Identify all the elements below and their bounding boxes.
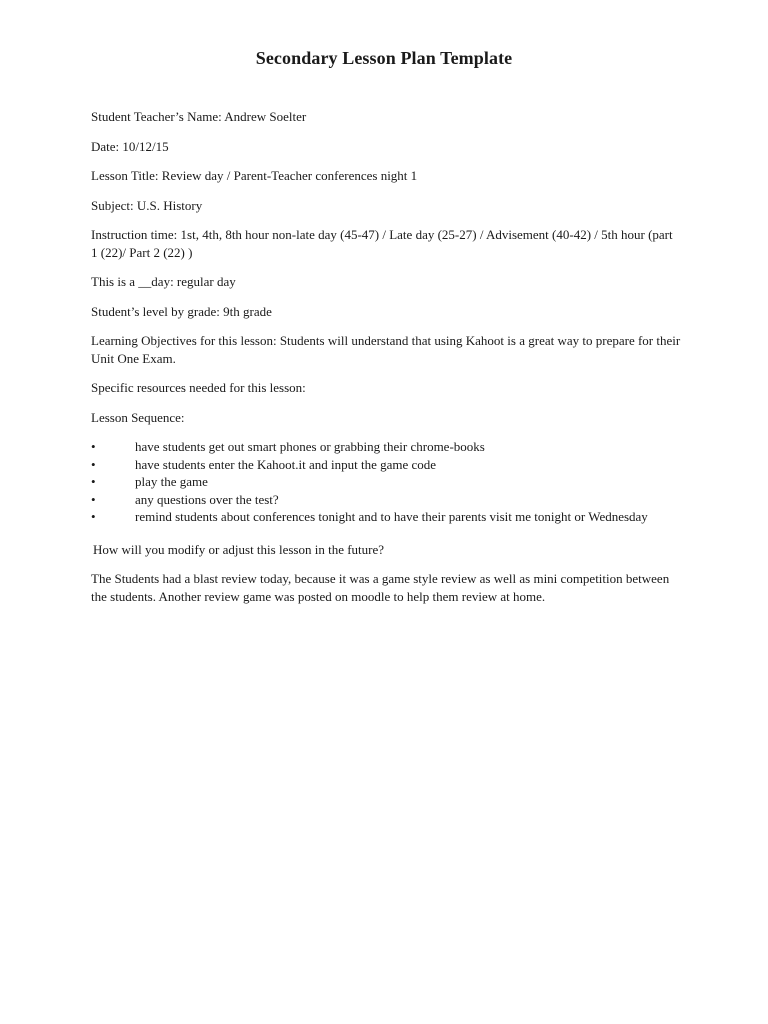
lesson-date: Date: 10/12/15 (91, 138, 169, 154)
bullet-icon: • (91, 474, 96, 489)
list-item (91, 473, 681, 491)
list-item-text: remind students about conferences tonight and to have their parents visit me tonight or Wednesday (135, 509, 648, 524)
lesson-sequence-label: Lesson Sequence: (91, 409, 185, 425)
student-teacher-name: Student Teacher’s Name: Andrew Soelter (91, 109, 307, 124)
list-item-text: have students enter the Kahoot.it and input the game code (135, 456, 437, 472)
bullet-icon: • (91, 439, 96, 454)
document-title: Secondary Lesson Plan Template (255, 48, 513, 68)
day-type: This is a __day: regular day (91, 274, 236, 289)
bullet-icon: • (91, 491, 96, 507)
list-item-text: have students get out smart phones or grabbing their chrome-books (135, 439, 485, 454)
lesson-sequence-list (91, 438, 681, 526)
list-item (91, 491, 681, 509)
list-item-text: play the game (135, 474, 208, 489)
grade-level: Student’s level by grade: 9th grade (91, 303, 272, 319)
lesson-subject: Subject: U.S. History (91, 197, 203, 213)
bullet-icon: • (91, 456, 96, 472)
reflection-question: How will you modify or adjust this lesson in the future? (93, 541, 385, 557)
list-item-text: any questions over the test? (135, 491, 279, 507)
lesson-plan-body (91, 108, 681, 617)
learning-objectives: Learning Objectives for this lesson: Students will understand that using Kahoot is a great way to prepare for their Unit One Exam. (91, 333, 681, 366)
bullet-icon: • (91, 509, 96, 524)
list-item (91, 438, 681, 456)
list-item (91, 456, 681, 474)
list-item (91, 508, 681, 526)
specific-resources: Specific resources needed for this lesson: (91, 380, 306, 395)
lesson-title: Lesson Title: Review day / Parent-Teacher conferences night 1 (91, 168, 418, 183)
reflection-answer: The Students had a blast review today, because it was a game style review as well as mini competition between the students. Another review game was posted on moodle to help them review at home. (91, 571, 670, 604)
instruction-time: Instruction time: 1st, 4th, 8th hour non-late day (45-47) / Late day (25-27) / Advisement (40-42) / 5th hour (part 1 (22)/ Part 2 (22) ) (91, 227, 673, 260)
